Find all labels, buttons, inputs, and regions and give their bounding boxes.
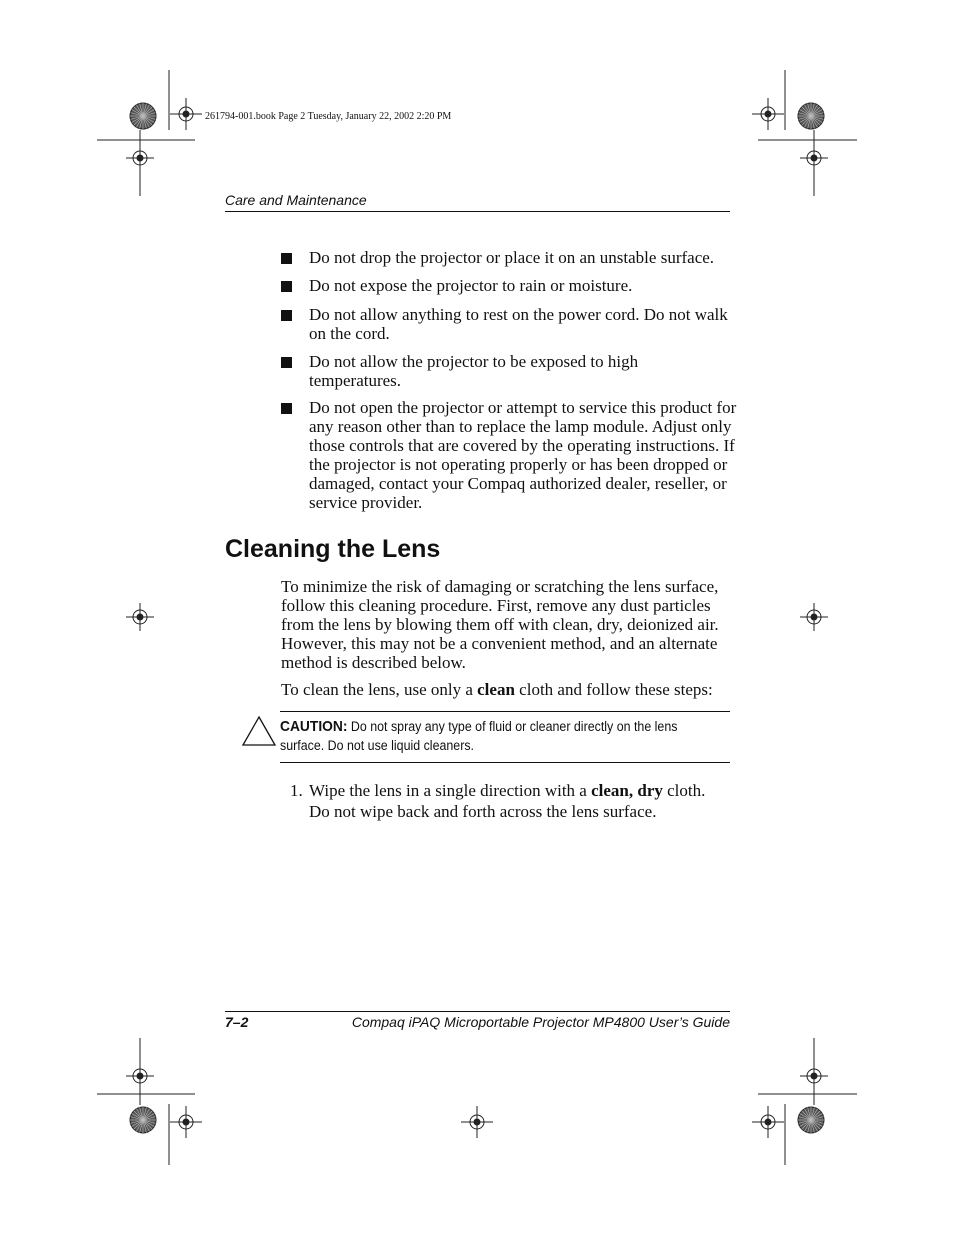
lead-paragraph	[281, 680, 729, 699]
caution-bottom-rule	[280, 762, 730, 763]
lead-text-end: cloth and follow these steps:	[514, 680, 713, 699]
registration-crosshair-icon	[461, 1106, 493, 1138]
lead-emphasis: clean	[477, 680, 515, 699]
list-item-text: Do not drop the projector or place it on an unstable surface.	[309, 248, 715, 267]
starburst-target-icon	[798, 103, 824, 129]
list-item	[281, 305, 731, 345]
registration-crosshair-icon	[170, 1106, 202, 1138]
caution-triangle-icon	[241, 715, 277, 747]
running-head: Care and Maintenance	[225, 192, 367, 208]
list-item	[281, 276, 731, 296]
registration-crosshair-icon	[126, 144, 154, 172]
list-item	[281, 248, 731, 268]
list-item-text: Do not allow the projector to be exposed to high temperatures.	[309, 352, 639, 390]
step-text	[309, 780, 729, 822]
step-text-end: cloth. Do not wipe back and forth across the lens surface.	[309, 781, 706, 821]
footer-title: Compaq iPAQ Microportable Projector MP4800 User’s Guide	[351, 1014, 730, 1030]
step-number: 1.	[290, 781, 303, 800]
lead-text: To clean the lens, use only a	[281, 680, 478, 699]
registration-crosshair-icon	[126, 1062, 154, 1090]
section-heading: Cleaning the Lens	[225, 535, 441, 563]
bullet-square-icon	[281, 357, 292, 368]
registration-crosshair-icon	[170, 98, 202, 130]
caution-label: CAUTION:	[280, 718, 348, 735]
list-item	[281, 398, 737, 514]
registration-crosshair-icon	[800, 144, 828, 172]
print-slug: 261794-001.book Page 2 Tuesday, January 22, 2002 2:20 PM	[205, 111, 452, 122]
step-text-start: Wipe the lens in a single direction with a	[309, 781, 592, 800]
caution-text: Do not spray any type of fluid or cleaner directly on the lens surface. Do not use liquid cleaners.	[280, 719, 678, 753]
caution-top-rule	[280, 711, 730, 712]
header-rule	[225, 211, 730, 212]
registration-crosshair-icon	[800, 603, 828, 631]
page-number: 7–2	[225, 1014, 249, 1030]
list-item	[281, 352, 731, 392]
registration-crosshair-icon	[126, 603, 154, 631]
footer-rule	[225, 1011, 730, 1012]
bullet-square-icon	[281, 310, 292, 321]
starburst-target-icon	[798, 1107, 824, 1133]
bullet-square-icon	[281, 281, 292, 292]
bullet-square-icon	[281, 403, 292, 414]
starburst-target-icon	[130, 103, 156, 129]
list-item-text: Do not open the projector or attempt to service this product for any reason other than to replace the lamp module. Adjust only those controls that are covered by the operating instructions. If the projector is not operating properly or has been dropped or damaged, contact your Compaq authorized dealer, reseller, or service provider.	[309, 398, 737, 512]
registration-crosshair-icon	[800, 1062, 828, 1090]
step-emphasis: clean, dry	[591, 781, 663, 800]
list-item-text: Do not expose the projector to rain or moisture.	[309, 276, 633, 295]
bullet-square-icon	[281, 253, 292, 264]
registration-crosshair-icon	[752, 1106, 784, 1138]
starburst-target-icon	[130, 1107, 156, 1133]
list-item-text: Do not allow anything to rest on the power cord. Do not walk on the cord.	[309, 305, 728, 343]
registration-crosshair-icon	[752, 98, 784, 130]
caution-notice	[280, 717, 694, 755]
intro-paragraph: To minimize the risk of damaging or scratching the lens surface, follow this cleaning procedure. First, remove any dust particles from the lens by blowing them off with clean, dry, deionized air. However, this may not be a convenient method, and an alternate method is described below.	[281, 577, 719, 672]
